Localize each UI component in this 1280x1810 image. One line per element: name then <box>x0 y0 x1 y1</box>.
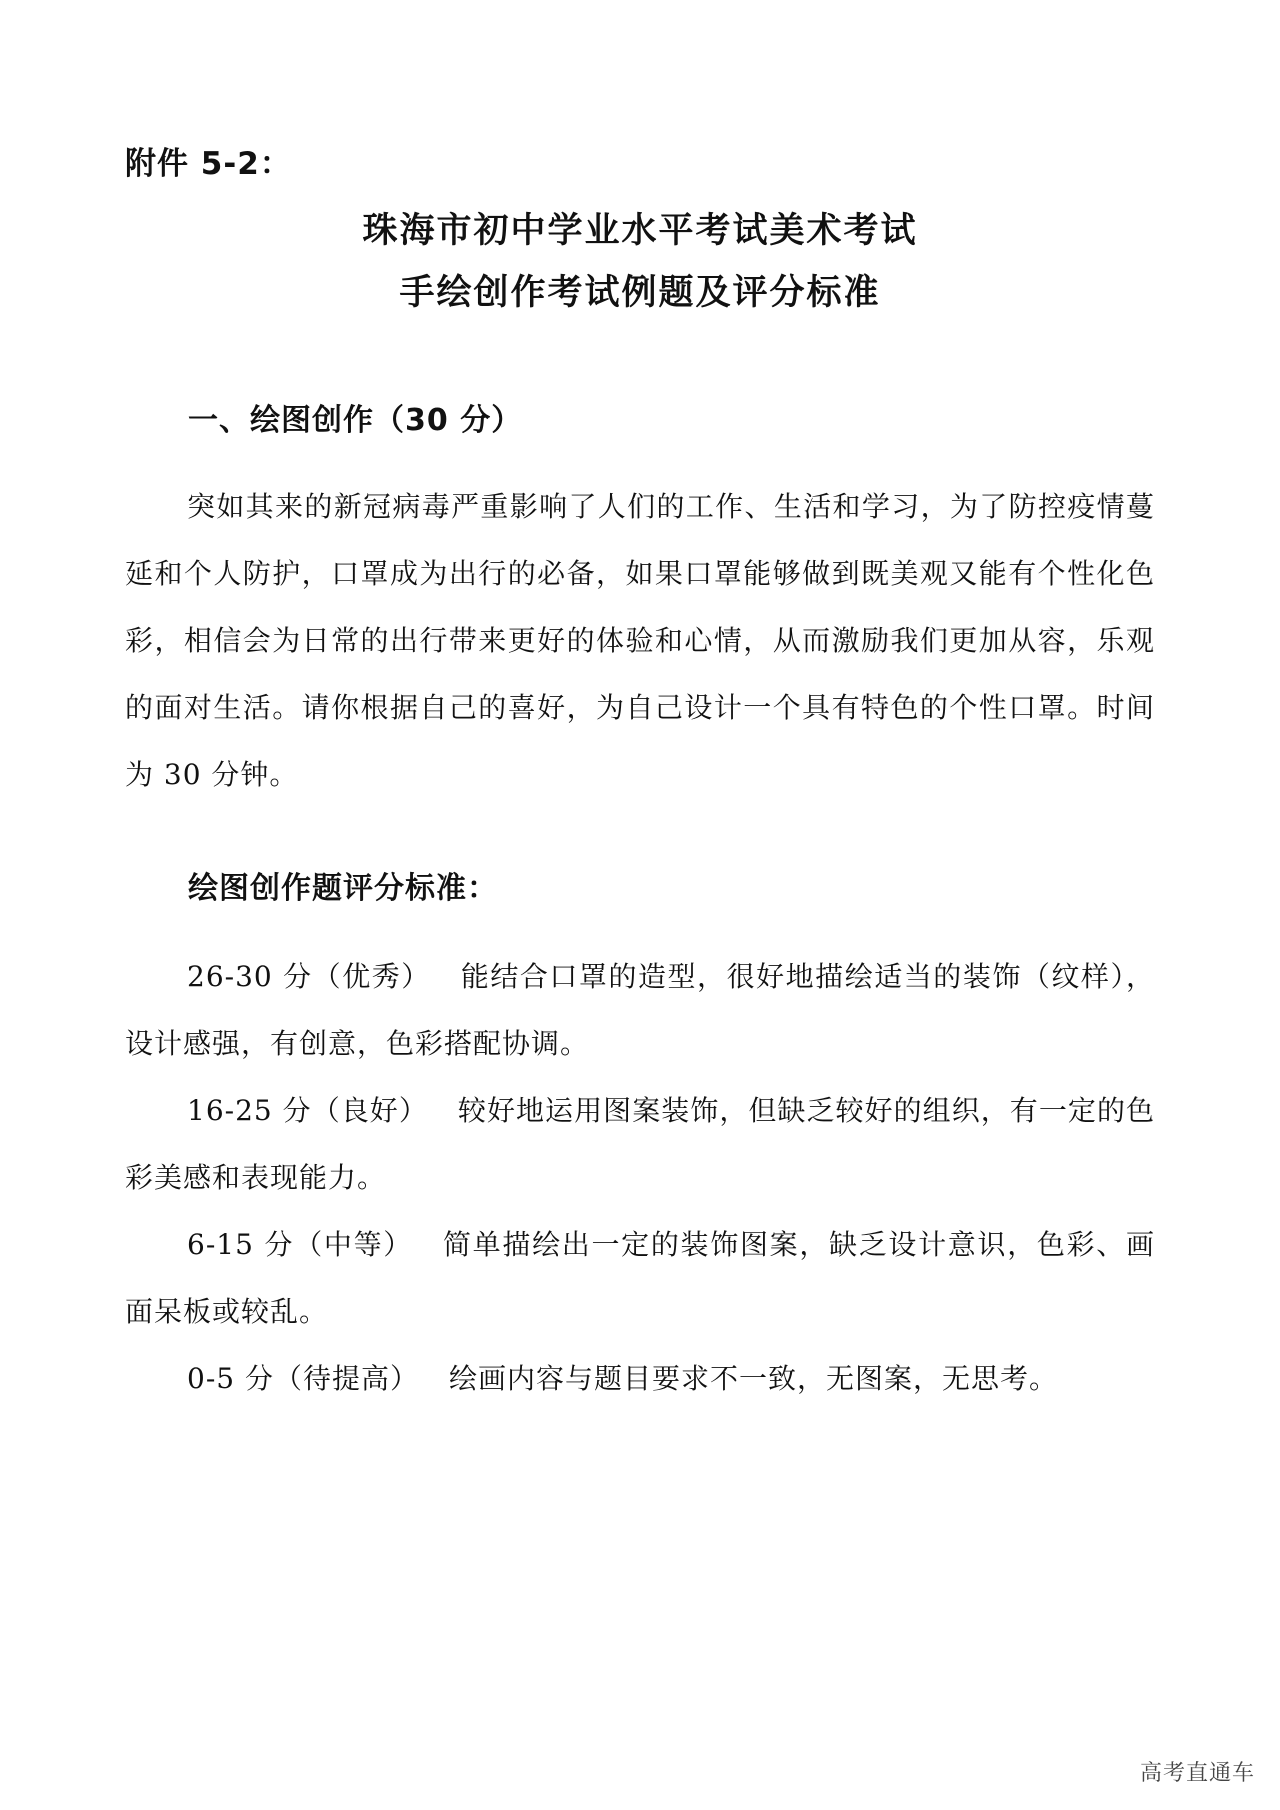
document-title-line-2: 手绘创作考试例题及评分标准 <box>399 273 881 313</box>
scoring-criterion-needs-improvement <box>125 1345 1155 1412</box>
scoring-criterion-good <box>125 1077 1155 1211</box>
score-level: 0-5 分（待提高） <box>187 1362 419 1395</box>
score-description: 绘画内容与题目要求不一致，无图案，无思考。 <box>449 1362 1059 1395</box>
attachment-label: 附件 5-2： <box>125 146 292 182</box>
section-heading-scoring-criteria: 绘图创作题评分标准： <box>188 871 498 906</box>
exam-prompt-paragraph: 突如其来的新冠病毒严重影响了人们的工作、生活和学习，为了防控疫情蔓延和个人防护，口罩成为出行的必备，如果口罩能够做到既美观又能有个性化色彩，相信会为日常的出行带来更好的体验和心情，从而激励我们更加从容，乐观的面对生活。请你根据自己的喜好，为自己设计一个具有特色的个性口罩。时间为 30 分钟。 <box>125 490 1155 791</box>
document-title-line-1: 珠海市初中学业水平考试美术考试 <box>362 211 918 251</box>
score-level: 26-30 分（优秀） <box>187 960 431 993</box>
watermark: 高考直通车 <box>1139 1761 1255 1786</box>
scoring-criterion-average <box>125 1211 1155 1345</box>
scoring-criterion-excellent <box>125 943 1155 1077</box>
score-level: 6-15 分（中等） <box>187 1228 413 1261</box>
score-description: 较好地运用图案装饰，但缺乏较好的组织，有一定的色彩美感和表现能力。 <box>125 1094 1155 1194</box>
score-level: 16-25 分（良好） <box>187 1094 428 1127</box>
score-description: 简单描绘出一定的装饰图案，缺乏设计意识，色彩、画面呆板或较乱。 <box>125 1228 1155 1328</box>
section-heading-drawing-creation: 一、绘图创作（30 分） <box>188 403 523 438</box>
score-description: 能结合口罩的造型，很好地描绘适当的装饰（纹样），设计感强，有创意，色彩搭配协调。 <box>125 960 1155 1060</box>
